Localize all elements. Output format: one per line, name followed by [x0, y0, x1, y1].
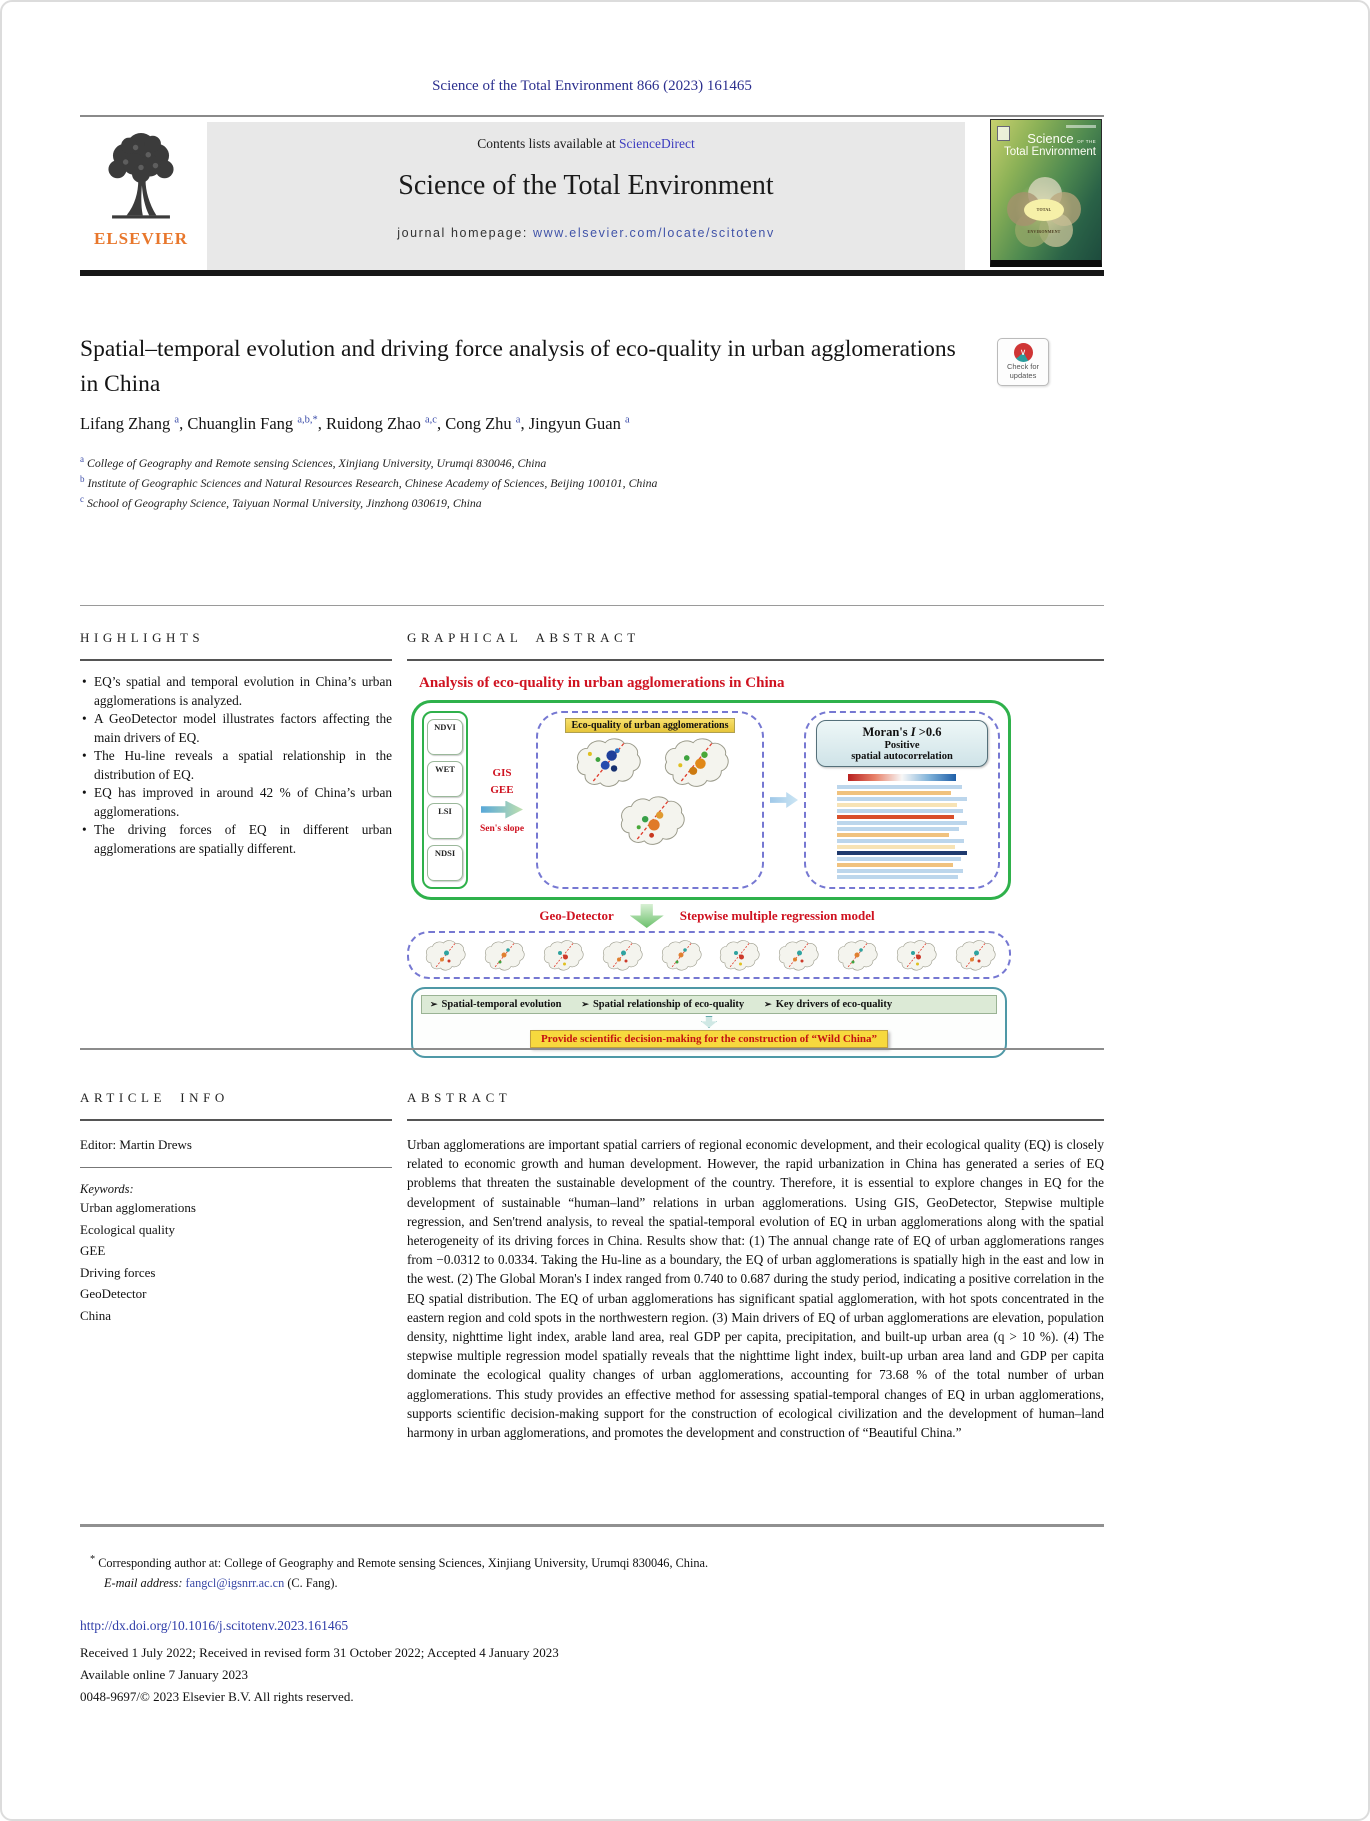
highlight-item: • The driving forces of EQ in different urban agglomerations are spatially different.	[80, 821, 392, 858]
masthead-top-rule	[80, 115, 1104, 117]
sens-slope-label: Sen's slope	[479, 823, 525, 834]
journal-title: Science of the Total Environment	[398, 170, 774, 201]
figure-method-labels	[474, 711, 530, 889]
arrow-bullet-icon: ➢	[430, 999, 438, 1009]
outcome-label: Key drivers of eco-quality	[775, 999, 893, 1010]
abstract-heading: ABSTRACT	[407, 1090, 512, 1105]
author	[326, 414, 445, 433]
geo-detector-label: Geo-Detector	[539, 908, 614, 923]
gee-label: GEE	[490, 783, 514, 796]
check-for-updates-badge[interactable]	[997, 338, 1049, 386]
affiliation	[80, 471, 980, 491]
affiliation-sup: a	[80, 454, 84, 464]
moran-result-box	[816, 720, 988, 767]
author-name: Lifang Zhang	[80, 414, 171, 433]
keyword: GEE	[80, 1243, 106, 1258]
driving-factor-maps-strip	[407, 931, 1011, 979]
china-map-factor	[653, 937, 707, 973]
cover-serial-mark	[1066, 125, 1096, 128]
elsevier-logo[interactable]	[80, 124, 202, 270]
author	[187, 414, 326, 433]
section-divider	[80, 605, 1104, 606]
heading-rule	[80, 659, 392, 661]
abstract-text: Urban agglomerations are important spatial carriers of regional economic development, and their ecological quality (EQ) is closely related to economic growth and human development. However, the rapid urbanization in China has generated a series of EQ problems that threaten the sustainable development of the country. Therefore, it is essential to explore changes in EQ for the development of sustainable “human–land” relations in urban agglomerations. Using GIS, GeoDetector, Stepwise multiple regression, and Sen'trend analysis, to reveal the spatial-temporal evolution of EQ in urban agglomerations along with the spatial heterogeneity of its driving forces in China. Results show that: (1) The annual change rate of EQ of urban agglomerations ranges from −0.0312 to 0.0334. Taking the Hu-line as a boundary, the EQ of urban agglomerations is spatially high in the east and low in the west. (2) The Global Moran's I index ranged from 0.740 to 0.687 during the study period, indicating a positive correlation in the EQ spatial distribution. The EQ of urban agglomerations has significant spatial agglomeration, with hot spots concentrated in the eastern region and cold spots in the northwestern region. (3) Main drivers of EQ of urban agglomerations are elevation, population density, nighttime light index, arable land area, real GDP per capita, precipitation, and built-up urban area (q > 10 %). (4) The stepwise multiple regression model spatially reveals that the nighttime light index, built-up urban area land and GDP per capita dominate the ecological quality changes of urban agglomerations, accounting for 73.68 % of the total number of urban agglomerations. This study provides an effective method for assessing spatial-temporal changes of EQ in urban agglomerations, supports scientific decision-making support for the construction of ecological civilization and the development of human–land harmony in urban agglomerations, and promotes the development and construction of “Beautiful China.”	[407, 1137, 1104, 1441]
corresponding-author-text: Corresponding author at: College of Geography and Remote sensing Sciences, Xinjiang University, Urumqi 830046, China.	[98, 1556, 709, 1571]
outcome-label: Spatial relationship of eco-quality	[592, 999, 745, 1010]
cover-title-ofthe: OF THE	[1077, 139, 1096, 144]
corresponding-email-link[interactable]: fangcl@igsnrr.ac.cn	[185, 1576, 285, 1591]
author-affil-sup: a,b,*	[297, 414, 318, 426]
keyword: Urban agglomerations	[80, 1200, 196, 1215]
check-updates-label-2: updates	[1009, 370, 1037, 380]
author-affil-sup: a,c	[424, 414, 437, 426]
article-info-heading: ARTICLE INFO	[80, 1090, 229, 1105]
china-map-factor	[829, 937, 883, 973]
input-wet: WET	[427, 761, 463, 797]
figure-title: Analysis of eco-quality in urban agglomerations in China	[419, 675, 785, 691]
journal-citation: Science of the Total Environment 866 (2023) 161465	[432, 78, 752, 94]
affiliation	[80, 491, 980, 511]
outcome-label: Spatial-temporal evolution	[441, 999, 562, 1010]
moran-analysis-box	[804, 711, 1000, 889]
flow-arrow-icon	[481, 801, 523, 819]
author	[529, 414, 630, 433]
outcome-item	[581, 999, 744, 1010]
highlight-item: • EQ’s spatial and temporal evolution in China’s urban agglomerations is analyzed.	[80, 673, 392, 710]
author	[80, 414, 187, 433]
author-separator: ,	[317, 414, 326, 433]
highlights-heading: HIGHLIGHTS	[80, 630, 205, 645]
author-affil-sup: a	[624, 414, 630, 426]
keyword: Driving forces	[80, 1264, 156, 1280]
keywords-label: Keywords:	[80, 1182, 134, 1196]
moran-i: I	[910, 725, 916, 739]
figure-input-panel	[422, 711, 468, 889]
author-name: Chuanglin Fang	[187, 414, 294, 433]
graphical-abstract-figure	[407, 675, 1104, 1058]
china-map-factor	[770, 937, 824, 973]
affiliation	[80, 451, 980, 471]
issn-copyright: 0048-9697/© 2023 Elsevier B.V. All rights reserved.	[80, 1689, 354, 1704]
author-name: Cong Zhu	[445, 414, 512, 433]
china-map-factor	[888, 937, 942, 973]
china-map-factor	[947, 937, 1001, 973]
arrow-bullet-icon: ➢	[764, 999, 772, 1009]
graphical-abstract-heading: GRAPHICAL ABSTRACT	[407, 630, 640, 645]
figure-method-row	[407, 904, 1007, 928]
moran-positive-label: Positive	[884, 740, 920, 751]
elsevier-tree-icon	[95, 124, 187, 228]
input-ndsi: NDSI	[427, 845, 463, 881]
outcome-item	[764, 999, 892, 1010]
available-online: Available online 7 January 2023	[80, 1667, 248, 1682]
color-scale-legend	[848, 774, 956, 781]
figure-main-box	[411, 700, 1011, 900]
journal-homepage-link[interactable]: www.elsevier.com/locate/scitotenv	[533, 226, 775, 240]
contents-line	[207, 136, 965, 152]
highlight-item: • EQ has improved in around 42 % of China’s urban agglomerations.	[80, 784, 392, 821]
keyword: Ecological quality	[80, 1221, 175, 1237]
homepage-line	[207, 226, 965, 240]
sciencedirect-link[interactable]: ScienceDirect	[619, 136, 695, 151]
affiliation-text: Institute of Geographic Sciences and Natural Resources Research, Chinese Academy of Sciences, Beijing 100101, China	[87, 475, 658, 490]
homepage-label: journal homepage:	[397, 226, 534, 240]
heading-rule	[80, 1119, 392, 1121]
author-list	[80, 414, 980, 434]
author-affil-sup: a	[174, 414, 180, 426]
highlight-item: • A GeoDetector model illustrates factors affecting the main drivers of EQ.	[80, 710, 392, 747]
doi-link[interactable]: http://dx.doi.org/10.1016/j.scitotenv.2023.161465	[80, 1618, 349, 1633]
china-map-factor	[476, 937, 530, 973]
footnote-marker: *	[90, 1554, 96, 1565]
check-updates-icon: ∨	[1014, 343, 1033, 362]
article-title: Spatial–temporal evolution and driving force analysis of eco-quality in urban agglomerations in China	[80, 336, 956, 397]
keyword: China	[80, 1307, 112, 1323]
keyword: GeoDetector	[80, 1286, 147, 1301]
down-arrow-icon	[630, 904, 664, 928]
moran-autocorrelation-label: spatial autocorrelation	[851, 751, 953, 762]
footer-divider	[80, 1524, 1104, 1527]
moran-text: Moran's	[862, 725, 911, 739]
china-map-eq-trend	[606, 791, 694, 849]
masthead-bottom-bar	[80, 270, 1104, 276]
elsevier-wordmark: ELSEVIER	[94, 229, 188, 248]
heading-rule	[407, 1119, 1104, 1121]
flow-arrow-icon	[770, 792, 798, 808]
small-down-arrow-icon	[701, 1016, 717, 1028]
eco-quality-banner: Eco-quality of urban agglomerations	[565, 718, 736, 733]
author-affil-sup: a	[515, 414, 521, 426]
journal-banner	[207, 122, 965, 270]
china-map-factor	[417, 937, 471, 973]
moran-bar-chart	[837, 774, 967, 881]
eco-quality-maps-box	[536, 711, 764, 889]
author	[445, 414, 529, 433]
input-ndvi: NDVI	[427, 719, 463, 755]
outcome-strip	[421, 995, 997, 1014]
china-map-eq-blue	[562, 733, 650, 791]
arrow-bullet-icon: ➢	[581, 999, 589, 1009]
input-lsi: LSI	[427, 803, 463, 839]
affiliation-sup: c	[80, 493, 84, 504]
highlights-list	[80, 673, 392, 858]
keywords-list	[80, 1197, 392, 1326]
affiliation-sup: b	[80, 473, 85, 484]
gis-label: GIS	[492, 766, 512, 779]
affiliation-text: College of Geography and Remote sensing Sciences, Xinjiang University, Urumqi 830046, China	[86, 455, 547, 470]
editor-line: Editor: Martin Drews	[80, 1137, 192, 1152]
correspondence-footnote	[90, 1550, 708, 1593]
highlight-item: • The Hu-line reveals a spatial relationship in the distribution of EQ.	[80, 747, 392, 784]
journal-cover-thumbnail[interactable]	[990, 119, 1102, 267]
email-suffix: (C. Fang).	[284, 1576, 338, 1591]
heading-rule	[407, 659, 1104, 661]
affiliation-list	[80, 451, 980, 511]
author-separator: ,	[436, 414, 446, 433]
affiliation-text: School of Geography Science, Taiyuan Normal University, Jinzhong 030619, China	[86, 495, 482, 510]
moran-value: >0.6	[915, 725, 942, 739]
author-name: Jingyun Guan	[528, 414, 621, 433]
china-map-factor	[594, 937, 648, 973]
cover-flower-center-label: TOTAL ENVIRONMENT	[1024, 199, 1064, 221]
received-dates: Received 1 July 2022; Received in revised form 31 October 2022; Accepted 4 January 2023	[80, 1645, 559, 1660]
china-map-factor	[535, 937, 589, 973]
email-label: E-mail address:	[104, 1576, 183, 1591]
cover-title	[1004, 132, 1096, 158]
author-separator: ,	[179, 414, 188, 433]
check-updates-label-1: Check for	[1006, 362, 1040, 371]
cover-title-total-environment: Total Environment	[1003, 145, 1096, 158]
contents-prefix: Contents lists available at	[477, 136, 619, 151]
doi-line	[80, 1618, 348, 1634]
author-separator: ,	[520, 414, 529, 433]
outcome-item	[430, 999, 561, 1010]
editor-rule	[80, 1167, 392, 1168]
stepwise-regression-label: Stepwise multiple regression model	[679, 908, 875, 923]
decision-making-banner: Provide scientific decision-making for the construction of “Wild China”	[530, 1030, 888, 1048]
section-divider	[80, 1048, 1104, 1050]
china-map-factor	[711, 937, 765, 973]
china-map-eq-orange	[650, 733, 738, 791]
cover-title-science: Science	[1027, 131, 1074, 146]
author-name: Ruidong Zhao	[325, 414, 421, 433]
